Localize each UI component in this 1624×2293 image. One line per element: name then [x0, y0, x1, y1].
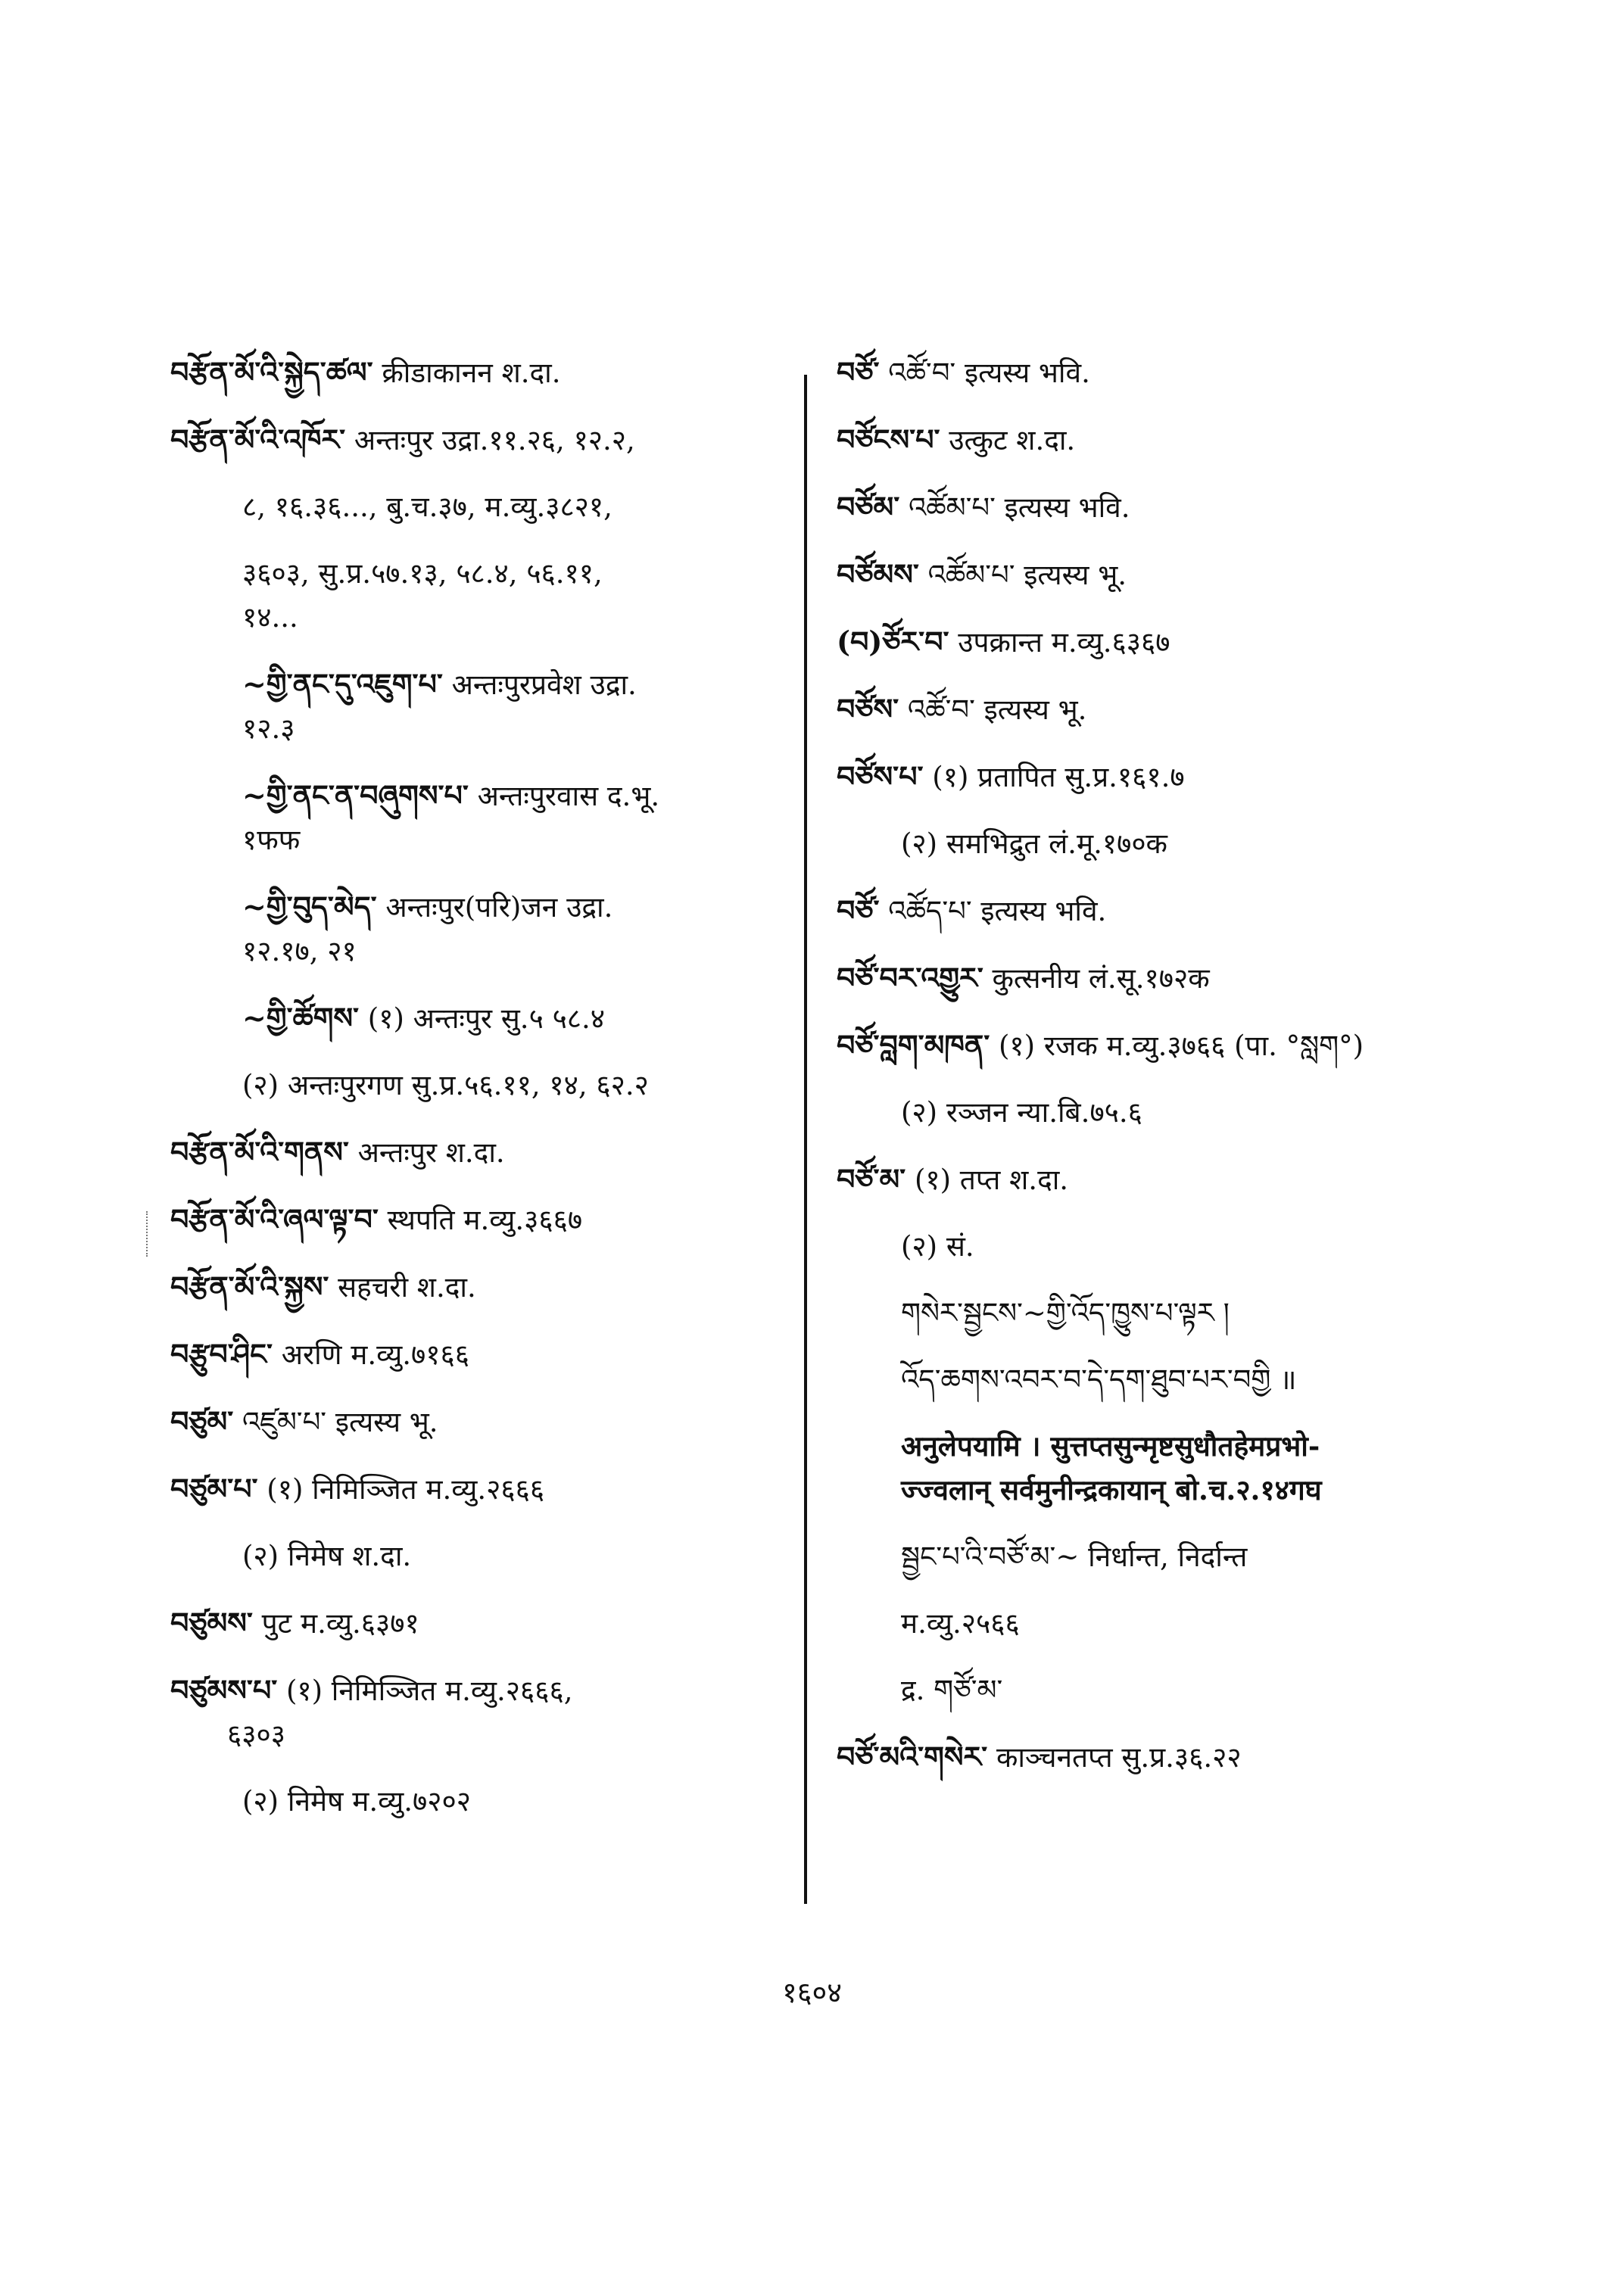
- dictionary-entry-line: [837, 1740, 1457, 1774]
- dictionary-entry-line: [170, 668, 791, 701]
- dictionary-entry-line: [170, 491, 791, 523]
- tibetan-headword: ~གྱི་བུད་མེད་: [242, 889, 377, 924]
- column-divider: [804, 375, 807, 1904]
- left-column: [170, 356, 791, 1852]
- tibetan-headword: བཙུམས་: [170, 1606, 253, 1640]
- entry-text: उपक्रान्त म.व्यु.६३६७: [958, 626, 1170, 659]
- entry-text: ३६०३, सु.प्र.५७.१३, ५८.४, ५६.११,: [242, 557, 603, 590]
- dictionary-entry-line: [837, 1541, 1457, 1573]
- tibetan-headword: བཙུམས་པ་: [170, 1673, 278, 1707]
- entry-text: सहचरी श.दा.: [338, 1271, 476, 1304]
- entry-text: स्थपति म.व्यु.३६६७: [387, 1204, 583, 1236]
- dictionary-entry-line: [170, 1606, 791, 1640]
- entry-text: (२) समभिद्रुत लं.मू.१७०क: [901, 827, 1167, 860]
- entry-text: उत्कुट श.दा.: [949, 424, 1076, 456]
- entry-text: (१) निमिञ्जित म.व्यु.२६६६: [267, 1473, 545, 1506]
- tibetan-headword: བརྩོན་མོ་འི་སྐྱེད་ཚལ་: [170, 355, 373, 389]
- dictionary-entry-line: [170, 824, 791, 856]
- entry-text: (२) निमेष म.व्यु.७२०२: [242, 1785, 471, 1818]
- dictionary-entry-line: [837, 1163, 1457, 1196]
- dictionary-entry-line: [170, 356, 791, 389]
- entry-text: (१) रजक म.व्यु.३७६६ (पा. °སླག°): [998, 1030, 1364, 1062]
- tibetan-headword: བཙོས་: [837, 692, 899, 726]
- tibetan-headword: བཙོམ་: [837, 490, 900, 524]
- dictionary-entry-line: [170, 1785, 791, 1818]
- tibetan-headword: བརྩོན་མོ་འི་ཞལ་ལྟ་བ་: [170, 1202, 379, 1236]
- entry-text: (२) रञ्जन न्या.बि.७५.६: [901, 1096, 1142, 1129]
- dictionary-entry-line: [170, 1069, 791, 1101]
- dictionary-entry-line: [837, 1474, 1457, 1506]
- dictionary-entry-line: [170, 935, 791, 967]
- entry-text: १४...: [242, 601, 298, 634]
- dictionary-entry-line: [837, 760, 1457, 793]
- entry-text: १२.१७, २१: [242, 935, 357, 967]
- entry-text: (१) अन्तःपुर सु.५ ५८.४: [367, 1002, 606, 1035]
- tibetan-headword: བརྩོན་མོ་འི་འཁོར་: [170, 422, 346, 456]
- dictionary-entry-line: [837, 558, 1457, 591]
- entry-text: ज्ज्वलान् सर्वमुनीन्द्रकायान् बो.च.२.१४गघ: [901, 1473, 1322, 1506]
- entry-text: क्रीडाकानन श.दा.: [382, 357, 561, 389]
- dictionary-entry-line: [170, 423, 791, 456]
- dictionary-entry-line: [837, 1674, 1457, 1706]
- dictionary-entry-line: [837, 894, 1457, 927]
- dictionary-entry-line: [170, 1002, 791, 1035]
- tibetan-headword: བཙོ་: [837, 355, 880, 389]
- entry-text: (२) निमेष श.दा.: [242, 1540, 412, 1572]
- entry-text: १२.३: [242, 712, 295, 745]
- entry-text: འཚོམ་པ་ इत्यस्य भवि.: [908, 491, 1130, 524]
- dictionary-entry-line: [170, 1203, 791, 1236]
- entry-text: (१) प्रतापित सु.प्र.१६१.७: [932, 761, 1185, 793]
- dictionary-entry-line: [837, 423, 1457, 456]
- tibetan-headword: བཙོ་: [837, 893, 880, 927]
- dictionary-entry-line: [170, 1338, 791, 1371]
- entry-text: काञ्चनतप्त सु.प्र.३६.२२: [996, 1741, 1242, 1774]
- entry-text: གསེར་སྦྱངས་~གྱི་འོད་ཁྱུས་པ་ལྟར །: [901, 1297, 1230, 1329]
- entry-text: འཚོད་པ་ इत्यस्य भवि.: [888, 895, 1107, 927]
- entry-text: म.व्यु.२५६६: [901, 1607, 1020, 1640]
- margin-mark: [146, 1211, 148, 1257]
- entry-text: कुत्सनीय लं.सू.१७२क: [992, 962, 1210, 995]
- tibetan-headword: བཙོམས་: [837, 557, 919, 591]
- dictionary-entry-line: [170, 1540, 791, 1572]
- entry-text: (२) अन्तःपुरगण सु.प्र.५६.११, १४, ६२.२: [242, 1069, 649, 1101]
- tibetan-headword: བཙོངས་པ་: [837, 422, 940, 456]
- tibetan-headword: བཙོ་བླག་མཁན་: [837, 1028, 990, 1062]
- tibetan-headword: བཙོ་བར་འགྱུར་: [837, 961, 983, 995]
- entry-text: འཚོ་བ་ इत्यस्य भवि.: [888, 357, 1090, 389]
- dictionary-entry-line: [170, 779, 791, 812]
- dictionary-entry-line: [170, 601, 791, 634]
- tibetan-headword: བཙོ་མའི་གསེར་: [837, 1740, 988, 1774]
- tibetan-headword: བརྩུབ་ཤིང་: [170, 1337, 273, 1371]
- dictionary-entry-line: [837, 356, 1457, 389]
- entry-text: अन्तःपुर उद्रा.११.२६, १२.२,: [354, 424, 635, 456]
- dictionary-entry-line: [170, 1405, 791, 1438]
- dictionary-entry-line: [837, 491, 1457, 524]
- tibetan-headword: བརྩོན་མོ་འི་གནས་: [170, 1135, 349, 1169]
- tibetan-headword: བཙོ་མ་: [837, 1162, 906, 1196]
- entry-text: पुट म.व्यु.६३७१: [261, 1607, 419, 1640]
- dictionary-entry-line: [837, 1430, 1457, 1463]
- dictionary-entry-line: [170, 1270, 791, 1304]
- page-number: १६०४: [781, 1976, 843, 2009]
- dictionary-entry-line: [170, 712, 791, 745]
- entry-text: (२) सं.: [901, 1230, 974, 1263]
- entry-text: (१) निमिञ्जित म.व्यु.२६६६,: [285, 1675, 573, 1707]
- tibetan-headword: བརྩོན་མོ་འི་སྐྱས་: [170, 1270, 329, 1304]
- tibetan-headword: བཙུམ་པ་: [170, 1472, 258, 1506]
- entry-text: འཛུམ་པ་ इत्यस्य भू.: [242, 1406, 438, 1438]
- entry-text: འཚོམ་པ་ इत्यस्य भू.: [927, 559, 1127, 591]
- entry-text: ६३०३: [227, 1718, 285, 1751]
- tibetan-headword: ~གྱི་ཚོགས་: [242, 1001, 360, 1035]
- entry-text: अन्तःपुर श.दा.: [357, 1136, 505, 1169]
- dictionary-entry-line: [170, 1136, 791, 1169]
- dictionary-entry-line: [170, 890, 791, 924]
- dictionary-entry-line: [837, 1096, 1457, 1129]
- dictionary-entry-line: [837, 1607, 1457, 1640]
- entry-text: སྦྱང་པ་འི་བཙོ་མ་~ निर्धान्त, निर्दान्त: [901, 1541, 1248, 1573]
- entry-text: अन्तःपुरवास द.भू.: [477, 780, 660, 812]
- entry-text: འོད་ཆགས་འབར་བ་དེ་དག་ཐུབ་པར་བགྱི ॥: [901, 1363, 1297, 1396]
- entry-text: ८, १६.३६..., बु.च.३७, म.व्यु.३८२१,: [242, 491, 613, 523]
- dictionary-entry-line: [837, 1029, 1457, 1062]
- entry-text: १फफ: [242, 824, 301, 856]
- right-column: [837, 356, 1457, 1808]
- dictionary-entry-line: [837, 625, 1457, 659]
- dictionary-entry-line: [837, 693, 1457, 726]
- dictionary-entry-line: [837, 1363, 1457, 1396]
- dictionary-entry-line: [170, 1718, 791, 1751]
- dictionary-entry-line: [170, 1472, 791, 1506]
- tibetan-headword: (བ)ཙོར་བ་: [837, 625, 949, 659]
- entry-text: (१) तप्त श.दा.: [914, 1164, 1069, 1196]
- tibetan-headword: བཙུམ་: [170, 1404, 234, 1438]
- entry-text: द्र. གཙོ་མ་: [901, 1674, 1003, 1706]
- dictionary-entry-line: [837, 827, 1457, 860]
- tibetan-headword: ~གྱི་ནང་ན་བཞུགས་པ་: [242, 778, 469, 812]
- entry-text: अन्तःपुर(परि)जन उद्रा.: [385, 891, 613, 924]
- dictionary-entry-line: [837, 1230, 1457, 1263]
- tibetan-headword: ~གྱི་ནང་དུ་འཇུག་པ་: [242, 667, 443, 701]
- dictionary-entry-line: [170, 557, 791, 590]
- entry-text: अरणि म.व्यु.७१६६: [281, 1338, 469, 1371]
- entry-text: འཚོ་བ་ इत्यस्य भू.: [907, 693, 1087, 726]
- dictionary-entry-line: [837, 961, 1457, 995]
- entry-text: अनुलेपयामि । सुत्तप्तसुन्मृष्टसुधौतहेमप्रभो-: [901, 1429, 1320, 1463]
- dictionary-entry-line: [170, 1674, 791, 1707]
- dictionary-entry-line: [837, 1297, 1457, 1329]
- tibetan-headword: བཙོས་པ་: [837, 759, 924, 793]
- entry-text: अन्तःपुरप्रवेश उद्रा.: [451, 668, 637, 701]
